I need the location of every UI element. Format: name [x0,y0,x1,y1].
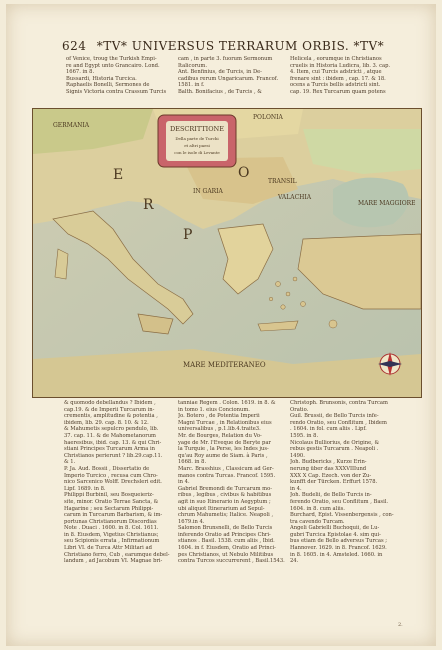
map-image [33,109,421,397]
label-o: O [238,165,250,181]
label-polonia: POLONIA [253,114,283,121]
bottom-column-3: Christoph. Brunsonis, contra Turcam Oratio. Guil. Brussii, de Bello Turcis infe- rendo Oratio, seu Conflitum , Ibidem . 1604. in fol. cum aliis . Lipf. 1595. in 8. Nicolaus Bulliorius, de Origine, & rebus gestis Turcarum . Neapoli . 1490. Joh. Budbericks , Kurze Erin- nerung über das XXXVIIIund XXX X Cap. Ezech. von der Zu- kunfft der Türcken. Erffurt 1578. in 4. Joh. Budelii, de Bello Turcis in- ferendo Oratio, seu Conflitum , Basil. 1604. in 8. cum aliis. Burchard, Epist. Vissenbergensis , con- tra cavendo Turcam. Angeli Gabrielli Buchoquii, de Lu- gubri Turcica Epistolae 4. sim qui- bus etiam de Bello adversus Turcas ; Hannover. 1629. in 8. Francof. 1629. in 8. 1605. in 4. Amsteled. 1660. in 24. [290,400,394,565]
label-p: P [183,227,193,243]
top-column-2: cam , in parte 3. fuorum Sermonum Italicorum. Ant. Benfinius, de Turcis, in De- cadibus rerum Ungaricarum. Francof. 1581. in f. Balth. Bonifacius , de Turcis , & [178,56,279,95]
cartouche-line: Della parte de Turchi [175,136,219,141]
label-r: R [143,197,154,213]
label-valachia: VALACHIA [278,194,312,201]
page-number: 624 [62,39,87,53]
label-mare-maggiore: MARE MAGGIORE [358,200,416,207]
label-e: E [113,167,124,183]
top-column-3: Helicela , eorumque in Christianos cruelis in Historia Ludicra, lib. 3. cap. 4. Item, cui Turcis adstricti , atque frenare sint : ibidem , cap. 17. & 18. ocens a Turcis bellis adstricti sint. cap. 19. Rex Turcarum quam potens [290,56,391,95]
bottom-column-2: tanniae Regem . Colon. 1619. in 8. & in tomo 1. eius Concionum. Jo. Botero , de Potentia Imperii Magni Turcae , in Relationibus eius universalibus , p.1.lib.4.traite3. Mr. de Bourges, Relation du Vo- yage de Mr. l'Eveque de Beryte par la Turquie , la Perse, les Indes jus- qu'au Roy aume de Siam. à Paris , 1668. in 8. Marc. Brasshius , Classicum ad Ger- manos contra Turcas. Francof. 1595. in 4. Gabriel Bremondi de Turcarum mo- ribus , legibus , civibus & habitibus agit in suo Itinerario in Aegyptum ; ubi aliquot Itinerarium ad Sepul- chrum Mahumetis; Italice. Neapoli , 1679.in 4. Salomon Brunsnelli, de Bello Turcis inferendo Oratio ad Principes Chri- stianos . Basil. 1538. cum aliis , Ibid. 1604. in f. Eiusdem, Oratio ad Princi- pes Christianos, ut Nebulo Militibus contra Turcos succurrerent , Basil.1543. [178,400,285,565]
cartouche-line: con le isole di Levante [174,150,220,155]
label-mare-mediterraneo: MARE MEDITERANEO [183,361,266,369]
page-note: 2. [398,622,403,628]
map-plate [32,108,422,398]
page-header [62,39,392,53]
cartouche-title: DESCRITTIONE [170,125,224,133]
page-title: *TV* UNIVERSUS TERRARUM ORBIS. *TV* [96,39,385,53]
top-column-1: of Venice, troug the Turkish Empi- re and Egypt unto Grancairo. Lond. 1667. in 8. Bussardi, Historia Turcica. Raphaelis Bonelli, Sermones de Signis Victoria contra Crassum Turcis [66,56,167,95]
label-transilvania: TRANSIL [268,178,297,185]
label-ungaria: IN GARIA [193,188,223,195]
label-germania: GERMANIA [53,122,90,129]
cartouche-line: et altri paesi [184,143,210,148]
bottom-column-1: & quomodo debellandus ? Ibidem , cap.19. & de Imperii Turcarum in- crementis, amplitudine & potentia , ibidem, lib. 29. cap. 8. 10. & 12. & Mahumetis sepulcro pendulo, lib. 37. cap. 11. & de Mahometanorum haeresibus, ibid. cap. 13. & qui Chri- stiani Principes Turcarum Arma in Christianos perierunt ? lib.29.cap.11. & 1. P. Ja. Aud. Bossii , Dissertatio de Imperio Turcico , recusa cum Chro- nico Sarcenico Wolff. Drechsleri edit. Lipf. 1689. in 8. Philippi Burbinil, seu Bosqueieriz- site, minor. Oratio Terrae Sancta, & Hagarine ; seu Sectarum Philippi- carum in Turcarum Barbarism, & im- portunas Christianorum Discordias Note . Duaci . 1600. in 8. Col. 1611. in 8. Eiusdem, Vigetius Christianus; seu Scipionis errata , Infirmationum Libri VI. de Turca Attr Militari ad Christiano ferro, Cub , earumque debel- landum , ad Jacobum VI. Magnae bri- [64,400,170,565]
